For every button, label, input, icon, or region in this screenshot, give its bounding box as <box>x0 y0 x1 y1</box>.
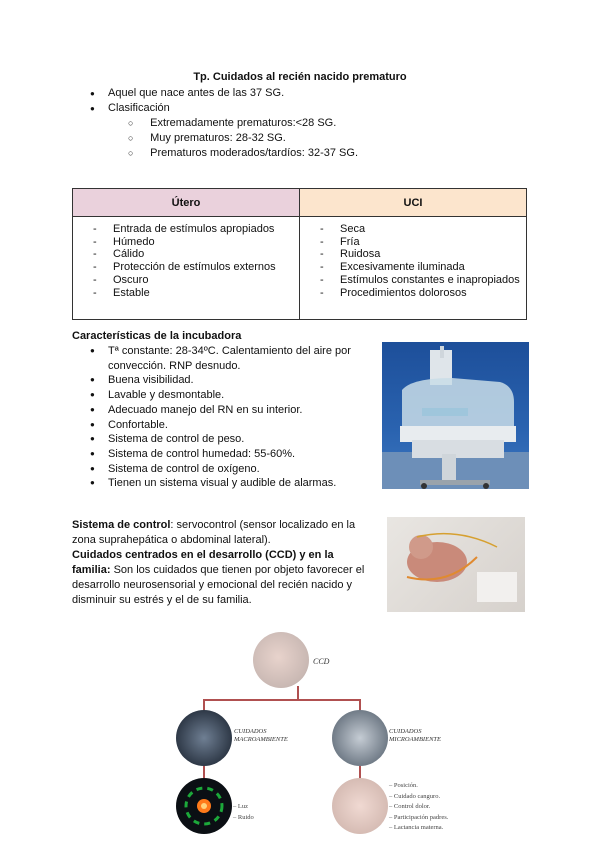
control-label: Sistema de control <box>72 519 171 531</box>
incubator-illustration <box>382 342 529 489</box>
list-item: – Ruido <box>233 813 254 821</box>
list-item: – Posición. <box>389 782 418 789</box>
list-item: - Oscuro <box>93 274 295 287</box>
list-item <box>90 101 358 161</box>
list-item: - Cálido <box>93 248 295 261</box>
comparison-table <box>72 188 527 320</box>
list-item: - Seca <box>320 223 522 236</box>
micro-label: CUIDADOS MICROAMBIENTE <box>389 728 441 743</box>
list-item: ● Tienen un sistema visual y audible de alarmas. <box>90 476 375 491</box>
incubator-list <box>90 344 375 491</box>
list-item <box>128 131 358 146</box>
list-item: – Cuidado canguro. <box>389 792 441 800</box>
ccd-text: Son los cuidados que tienen por objeto favorecer el desarrollo neurosensorial y emocional del recién nacido y disminuir su estrés y el de su familia. <box>72 564 365 606</box>
list-item: - Ruidosa <box>320 248 522 261</box>
list-item: - Estable <box>93 287 295 300</box>
list-item: - Protección de estímulos externos <box>93 261 295 274</box>
micro-item: Participación padres. <box>393 813 449 821</box>
list-item: ● Lavable y desmontable. <box>90 388 375 403</box>
macro-item: Luz <box>237 803 248 810</box>
micro-item: Lactancia materna. <box>393 824 444 831</box>
list-item: - Excesivamente iluminada <box>320 261 522 274</box>
utero-cell <box>73 217 300 320</box>
control-paragraph <box>72 518 372 608</box>
micro-care-photo <box>332 778 388 834</box>
sub-item: Muy prematuros: 28-32 SG. <box>150 132 286 144</box>
newborn-illustration <box>387 517 525 612</box>
ccd-label: CCD <box>313 657 330 666</box>
macro-label: CUIDADOS MACROAMBIENTE <box>234 728 288 743</box>
list-item: ● Sistema de control humedad: 55-60%. <box>90 447 375 462</box>
incubator-heading: Características de la incubadora <box>72 330 242 342</box>
uci-cell <box>300 217 527 320</box>
incubator-photo <box>382 342 529 489</box>
macro-item: Ruido <box>237 813 254 821</box>
list-item: ● Confortable. <box>90 418 375 433</box>
ccd-label: Cuidados centrados en el desarrollo (CCD) y en la familia: <box>72 549 334 576</box>
control-text: : servocontrol (sensor localizado en la zona suprahepática o abdominal lateral). <box>72 519 356 546</box>
table-header-utero: Útero <box>73 189 300 217</box>
list-item: – Lactancia materna. <box>389 824 444 831</box>
newborn-photo <box>387 517 525 612</box>
list-item: ● Tª constante: 28-34ºC. Calentamiento del aire por convección. RNP desnudo. <box>90 344 375 373</box>
list-item: – Luz <box>233 803 248 810</box>
list-item: ● Sistema de control de oxígeno. <box>90 462 375 477</box>
list-item <box>128 146 358 161</box>
micro-item: Cuidado canguro. <box>393 792 441 800</box>
diagram-connector <box>203 766 205 778</box>
list-item: - Fría <box>320 236 522 249</box>
light-illustration <box>176 778 232 834</box>
list-item: ● Sistema de control de peso. <box>90 432 375 447</box>
intro-list <box>90 86 358 161</box>
ccd-photo <box>253 632 309 688</box>
micro-photo <box>332 710 388 766</box>
diagram-connector <box>359 766 361 778</box>
light-photo <box>176 778 232 834</box>
sub-item: Extremadamente prematuros:<28 SG. <box>150 117 337 129</box>
list-item: - Húmedo <box>93 236 295 249</box>
macro-items <box>233 802 254 823</box>
micro-item: Posición. <box>393 782 418 789</box>
list-item: ● Aquel que nace antes de las 37 SG. <box>90 86 358 101</box>
diagram-connector <box>297 686 299 700</box>
list-item-label: Clasificación <box>108 102 170 114</box>
classification-list <box>108 116 358 161</box>
list-item: ● Adecuado manejo del RN en su interior. <box>90 403 375 418</box>
list-item <box>128 116 358 131</box>
table-header-uci: UCI <box>300 189 527 217</box>
micro-items <box>389 781 448 834</box>
list-item: ● Buena visibilidad. <box>90 373 375 388</box>
list-item: – Participación padres. <box>389 813 449 821</box>
macro-photo <box>176 710 232 766</box>
list-item: – Control dolor. <box>389 803 431 810</box>
sub-item: Prematuros moderados/tardíos: 32-37 SG. <box>150 147 359 159</box>
list-item: - Entrada de estímulos apropiados <box>93 223 295 236</box>
page-title: Tp. Cuidados al recién nacido prematuro <box>193 71 407 83</box>
diagram-connector <box>203 699 361 701</box>
micro-item: Control dolor. <box>393 803 431 810</box>
list-item: - Estímulos constantes e inapropiados <box>320 274 522 287</box>
list-item: - Procedimientos dolorosos <box>320 287 522 300</box>
